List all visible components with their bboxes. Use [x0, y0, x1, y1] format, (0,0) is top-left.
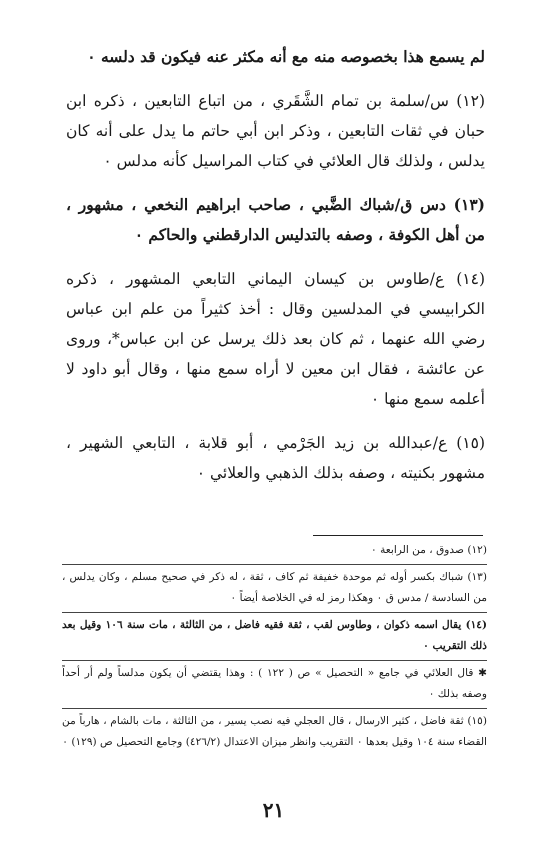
footnote-12: (١٢) صدوق ، من الرابعة ٠ [371, 544, 487, 556]
paragraph-entry-13: (١٣) دس ق/شباك الضَّبي ، صاحب ابراهيم النخعي ، مشهور ، من أهل الكوفة ، وصفه بالتدليس الدارقطني والحاكم ٠ [66, 195, 485, 244]
footnote-15: (١٥) ثقة فاضل ، كثير الارسال ، قال العجلي فيه نصب يسير ، من الثالثة ، مات بالشام ، هارباً من القضاء سنة ١٠٤ وقيل بعدها ٠ التقريب وانظر ميزان الاعتدال (٤٢٦/٢) وجامع التحصيل ص (١٢٩) ٠ [62, 714, 487, 748]
paragraph-intro: لم يسمع هذا بخصوصه منه مع أنه مكثر عنه فيكون قد دلسه ٠ [87, 47, 485, 66]
page-number: ٢١ [262, 798, 285, 822]
footnote-star: ✱ قال العلائي في جامع « التحصيل » ص ( ١٢٢ ) : وهذا يقتضي أن يكون مدلساً ولم أر أحداً وصفه بذلك ٠ [62, 666, 487, 700]
footnote-divider [62, 708, 487, 709]
paragraph-entry-12: (١٢) س/سلمة بن تمام الشَّقَري ، من اتباع التابعين ، ذكره ابن حبان في ثقات التابعين ، وذكر ابن أبي حاتم ما يدل على أنه كان يدلس ، ولذلك قال العلائي في كتاب المراسيل كأنه مدلس ٠ [66, 92, 485, 170]
footnotes [62, 540, 487, 754]
footnote-13: (١٣) شباك بكسر أوله ثم موحدة خفيفة ثم كاف ، ثقة ، له ذكر في صحيح مسلم ، وكان يدلس ، من السادسة / مدس ق ٠ وهكذا رمز له في الخلاصة أيضاً ٠ [62, 570, 487, 604]
paragraph-entry-14: (١٤) ع/طاوس بن كيسان اليماني التابعي المشهور ، ذكره الكرابيسي في المدلسين وقال : أخذ كثيراً من علم ابن عباس رضي الله عنهما ، ثم كان بعد ذلك يرسل عن ابن عباس*، وروى عن عائشة ، فقال ابن معين لا أراه سمع منها ، وقال أبو داود لا أعلمه سمع منها ٠ [66, 270, 485, 408]
footnote-divider [62, 612, 487, 613]
footnote-14: (١٤) يقال اسمه ذكوان ، وطاوس لقب ، ثقة فقيه فاضل ، من الثالثة ، مات سنة ١٠٦ وقيل بعد ذلك التقريب ٠ [62, 618, 487, 652]
paragraph-entry-15: (١٥) ع/عبدالله بن زيد الجَرْمي ، أبو قلابة ، التابعي الشهير ، مشهور بكنيته ، وصفه بذلك الذهبي والعلائي ٠ [66, 434, 485, 482]
main-text [66, 42, 485, 488]
footnote-divider [62, 564, 487, 565]
footnote-divider [62, 660, 487, 661]
footnote-separator [313, 535, 483, 536]
